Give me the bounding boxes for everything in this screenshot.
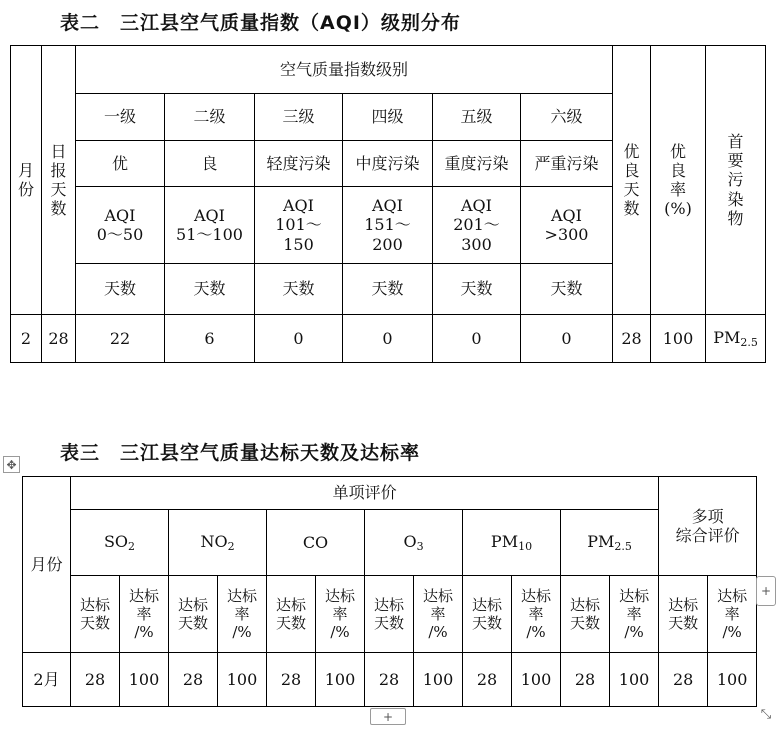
grade-cell: 六级 bbox=[521, 94, 613, 141]
add-column-icon[interactable]: + bbox=[756, 576, 776, 606]
days-header: 达标 天数 bbox=[561, 576, 610, 653]
unit-cell: 天数 bbox=[255, 264, 343, 315]
pollutant-pm10-header: $PM_{10}$ bbox=[463, 510, 561, 576]
rate-header: 达标 率 /% bbox=[512, 576, 561, 653]
aqi-range-cell: AQI 151～ 200 bbox=[343, 187, 433, 264]
aqi-level-table bbox=[10, 45, 766, 363]
aqi-range-cell: AQI 51～100 bbox=[165, 187, 255, 264]
days-header: 达标 天数 bbox=[169, 576, 218, 653]
value-cell: 100 bbox=[218, 653, 267, 707]
single-eval-header: 单项评价 bbox=[71, 477, 659, 510]
value-cell: 100 bbox=[120, 653, 169, 707]
unit-cell: 天数 bbox=[521, 264, 613, 315]
aqi-range-cell: AQI 0～50 bbox=[76, 187, 165, 264]
rate-header: 达标 率 /% bbox=[414, 576, 463, 653]
value-cell: 28 bbox=[561, 653, 610, 707]
pollutant-pm25-header: $PM_{2.5}$ bbox=[561, 510, 659, 576]
table2-title: 表二 三江县空气质量指数（AQI）级别分布 bbox=[60, 12, 461, 34]
quality-cell: 严重污染 bbox=[521, 141, 613, 187]
grade-cell: 二级 bbox=[165, 94, 255, 141]
month-cell: 2 bbox=[11, 315, 42, 363]
level-days-cell: 0 bbox=[343, 315, 433, 363]
report-days-header: 日 报 天 数 bbox=[42, 46, 76, 315]
value-cell: 100 bbox=[414, 653, 463, 707]
value-cell: 100 bbox=[316, 653, 365, 707]
level-days-cell: 0 bbox=[255, 315, 343, 363]
quality-cell: 中度污染 bbox=[343, 141, 433, 187]
aqi-range-cell: AQI >300 bbox=[521, 187, 613, 264]
primary-pollutant-cell: $PM_{2.5}$ bbox=[706, 315, 766, 363]
rate-header: 达标 率 /% bbox=[218, 576, 267, 653]
days-header: 达标 天数 bbox=[267, 576, 316, 653]
value-cell: 100 bbox=[610, 653, 659, 707]
value-cell: 28 bbox=[267, 653, 316, 707]
compliance-days-table bbox=[22, 476, 757, 707]
table3-title: 表三 三江县空气质量达标天数及达标率 bbox=[60, 442, 421, 464]
rate-header: 达标 率 /% bbox=[610, 576, 659, 653]
grade-cell: 五级 bbox=[433, 94, 521, 141]
table-resize-icon[interactable]: ⤡ bbox=[758, 706, 774, 722]
pollutant-so2-header: $SO_2$ bbox=[71, 510, 169, 576]
value-cell: 28 bbox=[365, 653, 414, 707]
value-cell: 28 bbox=[659, 653, 708, 707]
table-row bbox=[23, 653, 757, 707]
days-header: 达标 天数 bbox=[463, 576, 512, 653]
pollutant-o3-header: $O_3$ bbox=[365, 510, 463, 576]
quality-cell: 优 bbox=[76, 141, 165, 187]
table-row bbox=[11, 315, 766, 363]
aqi-range-cell: AQI 101～ 150 bbox=[255, 187, 343, 264]
level-days-cell: 6 bbox=[165, 315, 255, 363]
aqi-level-group-header: 空气质量指数级别 bbox=[76, 46, 613, 94]
table-move-handle-icon[interactable]: ✥ bbox=[3, 456, 20, 473]
grade-cell: 四级 bbox=[343, 94, 433, 141]
rate-header: 达标 率 /% bbox=[708, 576, 757, 653]
aqi-range-cell: AQI 201～ 300 bbox=[433, 187, 521, 264]
value-cell: 28 bbox=[463, 653, 512, 707]
value-cell: 28 bbox=[71, 653, 120, 707]
level-days-cell: 22 bbox=[76, 315, 165, 363]
pollutant-co-header: CO bbox=[267, 510, 365, 576]
unit-cell: 天数 bbox=[343, 264, 433, 315]
report-days-cell: 28 bbox=[42, 315, 76, 363]
month-cell: 2月 bbox=[23, 653, 71, 707]
good-rate-cell: 100 bbox=[651, 315, 706, 363]
good-days-cell: 28 bbox=[613, 315, 651, 363]
unit-cell: 天数 bbox=[76, 264, 165, 315]
month-header: 月 份 bbox=[11, 46, 42, 315]
value-cell: 100 bbox=[512, 653, 561, 707]
grade-cell: 一级 bbox=[76, 94, 165, 141]
value-cell: 100 bbox=[708, 653, 757, 707]
primary-pollutant-header: 首 要 污 染 物 bbox=[706, 46, 766, 315]
rate-header: 达标 率 /% bbox=[120, 576, 169, 653]
days-header: 达标 天数 bbox=[659, 576, 708, 653]
value-cell: 28 bbox=[169, 653, 218, 707]
days-header: 达标 天数 bbox=[365, 576, 414, 653]
level-days-cell: 0 bbox=[521, 315, 613, 363]
month-header: 月份 bbox=[23, 477, 71, 653]
grade-cell: 三级 bbox=[255, 94, 343, 141]
multi-eval-header: 多项 综合评价 bbox=[659, 477, 757, 576]
quality-cell: 重度污染 bbox=[433, 141, 521, 187]
days-header: 达标 天数 bbox=[71, 576, 120, 653]
level-days-cell: 0 bbox=[433, 315, 521, 363]
quality-cell: 良 bbox=[165, 141, 255, 187]
add-row-icon[interactable]: + bbox=[370, 708, 406, 725]
rate-header: 达标 率 /% bbox=[316, 576, 365, 653]
good-rate-header: 优 良 率 (%) bbox=[651, 46, 706, 315]
pollutant-no2-header: $NO_2$ bbox=[169, 510, 267, 576]
unit-cell: 天数 bbox=[165, 264, 255, 315]
unit-cell: 天数 bbox=[433, 264, 521, 315]
good-days-header: 优 良 天 数 bbox=[613, 46, 651, 315]
quality-cell: 轻度污染 bbox=[255, 141, 343, 187]
